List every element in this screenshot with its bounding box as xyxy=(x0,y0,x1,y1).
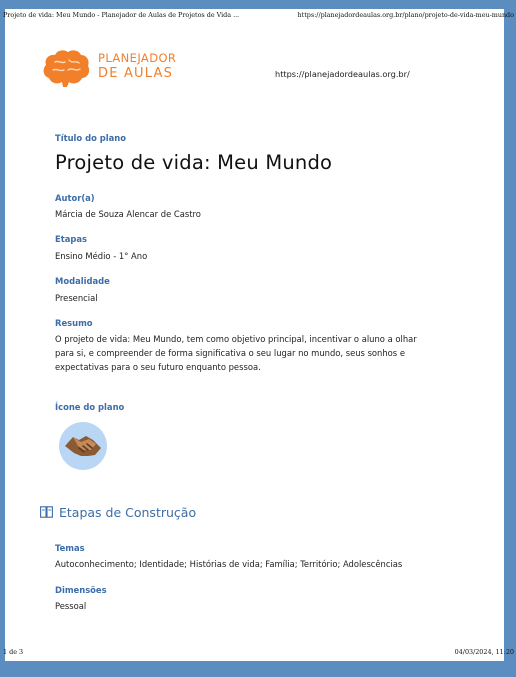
summary-label: Resumo xyxy=(55,318,93,328)
title-label: Título do plano xyxy=(55,133,126,143)
book-icon xyxy=(40,506,53,518)
summary-text: O projeto de vida: Meu Mundo, tem como objetivo principal, incentivar o aluno a olhar para si, e compreender de forma significativa o seu lugar no mundo, seus sonhos e expectativas para o seu futuro enquanto pessoa. xyxy=(55,334,417,372)
print-header xyxy=(3,9,514,21)
site-url[interactable]: https://planejadordeaulas.org.br/ xyxy=(275,69,410,79)
stages-value: Ensino Médio - 1° Ano xyxy=(55,251,148,261)
print-datetime: 04/03/2024, 11:20 xyxy=(454,648,514,656)
handshake-icon xyxy=(59,422,107,470)
logo-text xyxy=(98,51,176,81)
page-number: 1 de 3 xyxy=(3,648,24,656)
themes-value: Autoconhecimento; Identidade; Histórias de vida; Família; Território; Adolescências xyxy=(55,559,403,569)
dimensions-value: Pessoal xyxy=(55,601,87,611)
icon-label: Ícone do plano xyxy=(55,402,125,412)
logo-line-1: PLANEJADOR xyxy=(98,51,177,65)
page-title: Projeto de vida: Meu Mundo xyxy=(55,151,333,174)
brain-icon xyxy=(41,48,91,88)
author-value: Márcia de Souza Alencar de Castro xyxy=(55,209,201,219)
stages-label: Etapas xyxy=(55,234,88,244)
plan-icon xyxy=(59,422,107,470)
print-header-title: Projeto de vida: Meu Mundo - Planejador de Aulas de Projetos de Vida ... xyxy=(3,11,240,19)
print-header-url[interactable]: https://planejadordeaulas.org.br/plano/projeto-de-vida-meu-mundo xyxy=(297,11,514,19)
dimensions-label: Dimensões xyxy=(55,585,107,595)
construction-heading xyxy=(40,503,196,521)
modality-label: Modalidade xyxy=(55,276,110,286)
modality-value: Presencial xyxy=(55,293,98,303)
logo-line-2: DE AULAS xyxy=(98,66,174,81)
print-footer xyxy=(3,647,514,659)
construction-heading-text: Etapas de Construção xyxy=(59,504,197,520)
author-label: Autor(a) xyxy=(55,193,95,203)
planejador-logo[interactable] xyxy=(41,45,191,95)
themes-label: Temas xyxy=(55,543,85,553)
